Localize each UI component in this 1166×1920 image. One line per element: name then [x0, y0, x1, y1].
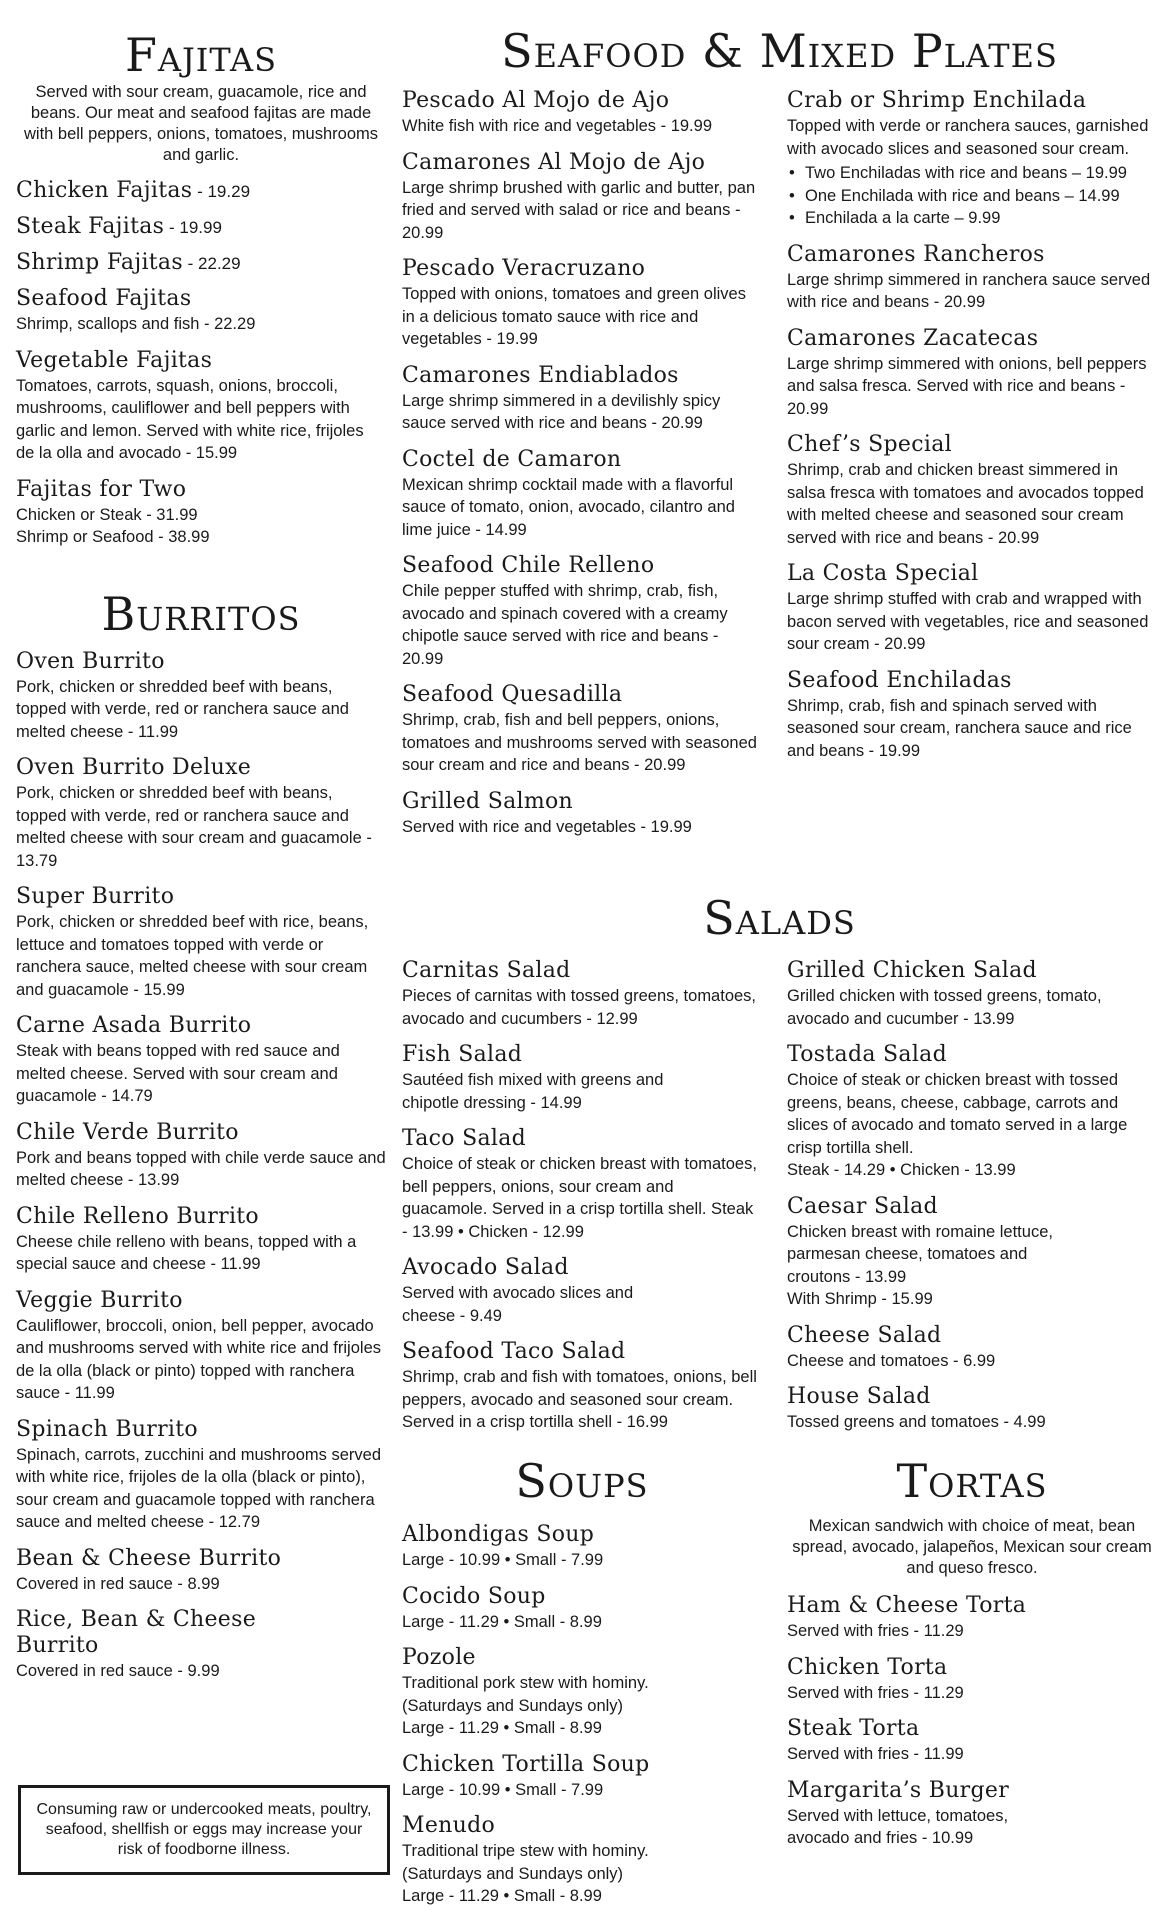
item-description: Tossed greens and tomatoes - 4.99 [787, 1413, 1046, 1431]
menu-item [16, 649, 386, 744]
item-name: La Costa Special [787, 561, 979, 586]
tortas-column [787, 1454, 1157, 1850]
menu-item [402, 682, 762, 777]
item-description: Cheese and tomatoes - 6.99 [787, 1351, 996, 1370]
item-name: Bean & Cheese Burrito [16, 1545, 282, 1571]
item-name: Fish Salad [402, 1042, 523, 1067]
item-price: - 22.29 [182, 254, 241, 273]
menu-item [787, 1778, 1157, 1850]
menu-item [16, 884, 386, 1001]
item-description: Shrimp, crab, fish and spinach served with seasoned sour cream, ranchera sauce and rice and beans - 19.99 [787, 696, 1132, 760]
item-description: Sautéed fish mixed with greens and chipotle dressing - 14.99 [402, 1071, 664, 1112]
item-name: Pozole [402, 1645, 476, 1670]
item-name: Chef’s Special [787, 432, 952, 457]
menu-item [402, 447, 762, 542]
menu-item [787, 1042, 1157, 1182]
menu-item [787, 326, 1157, 421]
item-price: - 19.29 [192, 182, 251, 201]
salads-left-column [402, 958, 762, 1434]
item-description: Shrimp, crab and fish with tomatoes, onions, bell peppers, avocado and seasoned sour cream. Served in a crisp tortilla shell - 16.99 [402, 1368, 757, 1431]
item-description: Choice of steak or chicken breast with tomatoes, bell peppers, onions, sour cream and guacamole. Served in a crisp tortilla shell. Steak - 13.99 • Chicken - 12.99 [402, 1155, 757, 1241]
menu-item [16, 1607, 386, 1683]
menu-item [402, 150, 762, 245]
item-name: Vegetable Fajitas [16, 347, 213, 373]
item-description: Pork, chicken or shredded beef with rice, beans, lettuce and tomatoes topped with verde or ranchera sauce, melted cheese with sour cream and guacamole - 15.99 [16, 913, 369, 999]
item-name: Camarones Al Mojo de Ajo [402, 149, 706, 175]
menu-item [16, 477, 386, 549]
menu-item [16, 178, 386, 204]
item-name: Rice, Bean & Cheese Burrito [16, 1607, 257, 1658]
item-description: Grilled chicken with tossed greens, tomato, avocado and cucumber - 13.99 [787, 987, 1102, 1028]
seafood-header [402, 24, 1157, 78]
item-name: Camarones Zacatecas [787, 325, 1039, 351]
item-name: Seafood Fajitas [16, 286, 192, 311]
menu-item [787, 668, 1157, 763]
menu-item [787, 1384, 1157, 1434]
item-description: Covered in red sauce - 8.99 [16, 1574, 220, 1593]
menu-item [787, 1194, 1157, 1311]
item-description-2: Steak - 14.29 • Chicken - 13.99 [787, 1161, 1016, 1179]
item-price: - 19.99 [164, 218, 222, 237]
menu-item [16, 250, 386, 276]
menu-item [16, 348, 386, 465]
menu-item [402, 553, 762, 670]
menu-item [16, 1417, 386, 1534]
burritos-list [16, 649, 386, 1683]
item-name: Seafood Chile Relleno [402, 553, 655, 578]
item-description: Served with fries - 11.29 [787, 1683, 964, 1702]
menu-item [16, 1288, 386, 1405]
item-description: Large shrimp simmered in ranchera sauce served with rice and beans - 20.99 [787, 270, 1151, 311]
item-name: House Salad [787, 1384, 931, 1409]
option-item: • Two Enchiladas with rice and beans – 19.99 [787, 162, 1157, 185]
item-name: Spinach Burrito [16, 1416, 198, 1442]
item-name: Crab or Shrimp Enchilada [787, 88, 1087, 113]
item-description: White fish with rice and vegetables - 19.99 [402, 117, 712, 135]
item-description: Large - 11.29 • Small - 8.99 [402, 1612, 602, 1631]
item-description: Chicken or Steak - 31.99 [16, 505, 198, 524]
menu-item [402, 1813, 762, 1908]
item-name: Pescado Al Mojo de Ajo [402, 88, 670, 113]
item-name: Chile Verde Burrito [16, 1119, 239, 1145]
seafood-title: Seafood & Mixed Plates [501, 24, 1058, 78]
item-name: Shrimp Fajitas [16, 250, 183, 275]
soups-column [402, 1454, 762, 1908]
item-description: Large - 10.99 • Small - 7.99 [402, 1551, 604, 1569]
item-description: Served with fries - 11.29 [787, 1622, 964, 1640]
option-list [787, 162, 1157, 230]
menu-item [787, 561, 1157, 656]
item-name: Albondigas Soup [402, 1522, 595, 1547]
item-description: Covered in red sauce - 9.99 [16, 1662, 220, 1680]
salads-header [402, 891, 1157, 945]
menu-item [402, 1255, 762, 1327]
soups-title: Soups [515, 1454, 649, 1508]
menu-item [16, 214, 386, 240]
menu-item [402, 363, 762, 435]
fajitas-description: Served with sour cream, guacamole, rice and beans. Our meat and seafood fajitas are made with bell peppers, onions, tomatoes, mushrooms and garlic. [23, 83, 378, 164]
item-name: Caesar Salad [787, 1193, 938, 1219]
item-name: Seafood Enchiladas [787, 667, 1012, 693]
item-name: Chicken Tortilla Soup [402, 1751, 650, 1777]
menu-item [402, 958, 762, 1030]
menu-item [402, 1339, 762, 1434]
menu-item [787, 242, 1157, 314]
item-name: Oven Burrito Deluxe [16, 755, 252, 780]
item-name: Chicken Torta [787, 1654, 948, 1680]
option-item: • Enchilada a la carte – 9.99 [787, 207, 1157, 230]
item-name: Chile Relleno Burrito [16, 1203, 259, 1229]
item-name: Taco Salad [402, 1126, 527, 1151]
item-description-2: Shrimp or Seafood - 38.99 [16, 528, 210, 546]
item-description: Pork and beans topped with chile verde sauce and melted cheese - 13.99 [16, 1148, 386, 1189]
menu-item [787, 958, 1157, 1030]
menu-item [16, 1204, 386, 1276]
item-name: Ham & Cheese Torta [787, 1593, 1027, 1618]
seafood-left-column [402, 88, 762, 838]
menu-item [787, 1655, 1157, 1705]
menu-item [402, 1042, 762, 1114]
option-item: • One Enchilada with rice and beans – 14.99 [787, 185, 1157, 208]
menu-item [787, 432, 1157, 549]
item-name: Carne Asada Burrito [16, 1013, 252, 1038]
item-description: Cheese chile relleno with beans, topped with a special sauce and cheese - 11.99 [16, 1232, 357, 1273]
menu-item [16, 755, 386, 872]
item-name: Oven Burrito [16, 648, 165, 674]
item-name: Menudo [402, 1813, 496, 1838]
item-name: Grilled Salmon [402, 788, 573, 814]
item-description: Topped with onions, tomatoes and green olives in a delicious tomato sauce with rice and vegetables - 19.99 [402, 285, 746, 348]
item-name: Grilled Chicken Salad [787, 958, 1037, 983]
fajitas-list [16, 178, 386, 549]
menu-item [402, 1126, 762, 1243]
menu-item [402, 1645, 762, 1740]
item-name: Super Burrito [16, 884, 175, 909]
item-description: Large shrimp brushed with garlic and butter, pan fried and served with salad or rice and beans - 20.99 [402, 178, 756, 242]
item-description: Pieces of carnitas with tossed greens, tomatoes, avocado and cucumbers - 12.99 [402, 987, 757, 1028]
tortas-title: Tortas [896, 1454, 1048, 1508]
item-description: Spinach, carrots, zucchini and mushrooms served with white rice, frijoles de la olla (black or pinto), sour cream and guacamole topped with ranchera sauce and melted cheese - 12.79 [16, 1445, 381, 1531]
menu-item [787, 88, 1157, 230]
item-name: Tostada Salad [787, 1042, 947, 1067]
menu-item [16, 286, 386, 336]
item-description: Choice of steak or chicken breast with tossed greens, beans, cheese, cabbage, carrots and slices of avocado and tomato served in a large crisp tortilla shell. [787, 1071, 1128, 1157]
item-name: Carnitas Salad [402, 958, 571, 983]
menu-item [402, 1584, 762, 1634]
item-description: Large shrimp stuffed with crab and wrapped with bacon served with vegetables, rice and seasoned sour cream - 20.99 [787, 590, 1149, 653]
fajitas-title: Fajitas [124, 28, 278, 82]
tortas-description: Mexican sandwich with choice of meat, bean spread, avocado, jalapeños, Mexican sour cream and queso fresco. [792, 1517, 1152, 1577]
salads-right-column [787, 958, 1157, 1434]
item-description: Served with avocado slices and cheese - 9.49 [402, 1284, 634, 1325]
menu-item [402, 789, 762, 839]
item-name: Camarones Endiablados [402, 362, 679, 388]
item-name: Steak Torta [787, 1716, 920, 1741]
item-name: Seafood Taco Salad [402, 1339, 626, 1364]
item-description: Steak with beans topped with red sauce and melted cheese. Served with sour cream and guacamole - 14.79 [16, 1042, 340, 1105]
item-description: Chicken breast with romaine lettuce, parmesan cheese, tomatoes and croutons - 13.99 [787, 1222, 1053, 1286]
menu-item [402, 256, 762, 351]
item-description: Topped with verde or ranchera sauces, garnished with avocado slices and seasoned sour cream. [787, 117, 1149, 158]
item-description: Shrimp, crab, fish and bell peppers, onions, tomatoes and mushrooms served with seasoned sour cream and rice and beans - 20.99 [402, 711, 757, 774]
item-name: Coctel de Camaron [402, 446, 622, 472]
item-name: Steak Fajitas [16, 214, 165, 239]
menu-item [402, 88, 762, 138]
menu-item [402, 1752, 762, 1802]
item-description: Large shrimp simmered in a devilishly spicy sauce served with rice and beans - 20.99 [402, 391, 721, 432]
item-name: Avocado Salad [402, 1255, 569, 1280]
item-description: Cauliflower, broccoli, onion, bell pepper, avocado and mushrooms served with white rice and frijoles de la olla (black or pinto) topped with ranchera sauce - 11.99 [16, 1316, 381, 1402]
menu-item [787, 1716, 1157, 1766]
menu-item [787, 1323, 1157, 1373]
seafood-right-column [787, 88, 1157, 762]
item-name: Camarones Rancheros [787, 241, 1045, 267]
item-description: Large - 10.99 • Small - 7.99 [402, 1780, 604, 1799]
item-name: Pescado Veracruzano [402, 256, 646, 281]
item-name: Fajitas for Two [16, 476, 187, 502]
item-name: Veggie Burrito [16, 1287, 183, 1313]
salads-title: Salads [703, 891, 856, 945]
left-column [16, 0, 386, 1683]
menu-item [16, 1013, 386, 1108]
menu-item [787, 1593, 1157, 1643]
item-description: Pork, chicken or shredded beef with beans, topped with verde, red or ranchera sauce and melted cheese with sour cream and guacamole - 13.79 [16, 784, 372, 870]
foodborne-illness-notice: Consuming raw or undercooked meats, poultry, seafood, shellfish or eggs may increase your risk of foodborne illness. [18, 1785, 390, 1875]
item-name: Margarita’s Burger [787, 1777, 1010, 1803]
item-name: Seafood Quesadilla [402, 682, 623, 707]
item-description: Chile pepper stuffed with shrimp, crab, fish, avocado and spinach covered with a creamy chipotle sauce served with rice and beans - 20.99 [402, 582, 728, 668]
item-description: Traditional tripe stew with hominy. (Saturdays and Sundays only) [402, 1842, 649, 1883]
item-name: Cocido Soup [402, 1583, 546, 1609]
item-description: Traditional pork stew with hominy. (Saturdays and Sundays only) [402, 1674, 649, 1715]
menu-item [16, 1546, 386, 1596]
item-name: Chicken Fajitas [16, 178, 193, 203]
item-description: Mexican shrimp cocktail made with a flavorful sauce of tomato, onion, avocado, cilantro and lime juice - 14.99 [402, 475, 735, 539]
item-name: Cheese Salad [787, 1322, 942, 1348]
item-description: Pork, chicken or shredded beef with beans, topped with verde, red or ranchera sauce and melted cheese - 11.99 [16, 677, 349, 741]
item-description: Served with lettuce, tomatoes, avocado and fries - 10.99 [787, 1806, 1009, 1847]
item-description: Tomatoes, carrots, squash, onions, broccoli, mushrooms, cauliflower and bell peppers with garlic and lemon. Served with white rice, frijoles de la olla and avocado - 15.99 [16, 376, 364, 462]
item-description: Shrimp, crab and chicken breast simmered in salsa fresca with tomatoes and avocados topped with melted cheese and seasoned sour cream served with rice and beans - 20.99 [787, 461, 1144, 547]
menu-item [16, 1120, 386, 1192]
item-description: Large shrimp simmered with onions, bell peppers and salsa fresca. Served with rice and beans - 20.99 [787, 354, 1147, 418]
item-description: Shrimp, scallops and fish - 22.29 [16, 315, 256, 333]
item-description-2: Large - 11.29 • Small - 8.99 [402, 1719, 602, 1737]
burritos-title: Burritos [101, 586, 301, 641]
menu-item [402, 1522, 762, 1572]
item-description: Served with fries - 11.99 [787, 1745, 964, 1763]
item-description-2: With Shrimp - 15.99 [787, 1290, 933, 1308]
item-description-2: Large - 11.29 • Small - 8.99 [402, 1887, 602, 1905]
item-description: Served with rice and vegetables - 19.99 [402, 817, 692, 836]
